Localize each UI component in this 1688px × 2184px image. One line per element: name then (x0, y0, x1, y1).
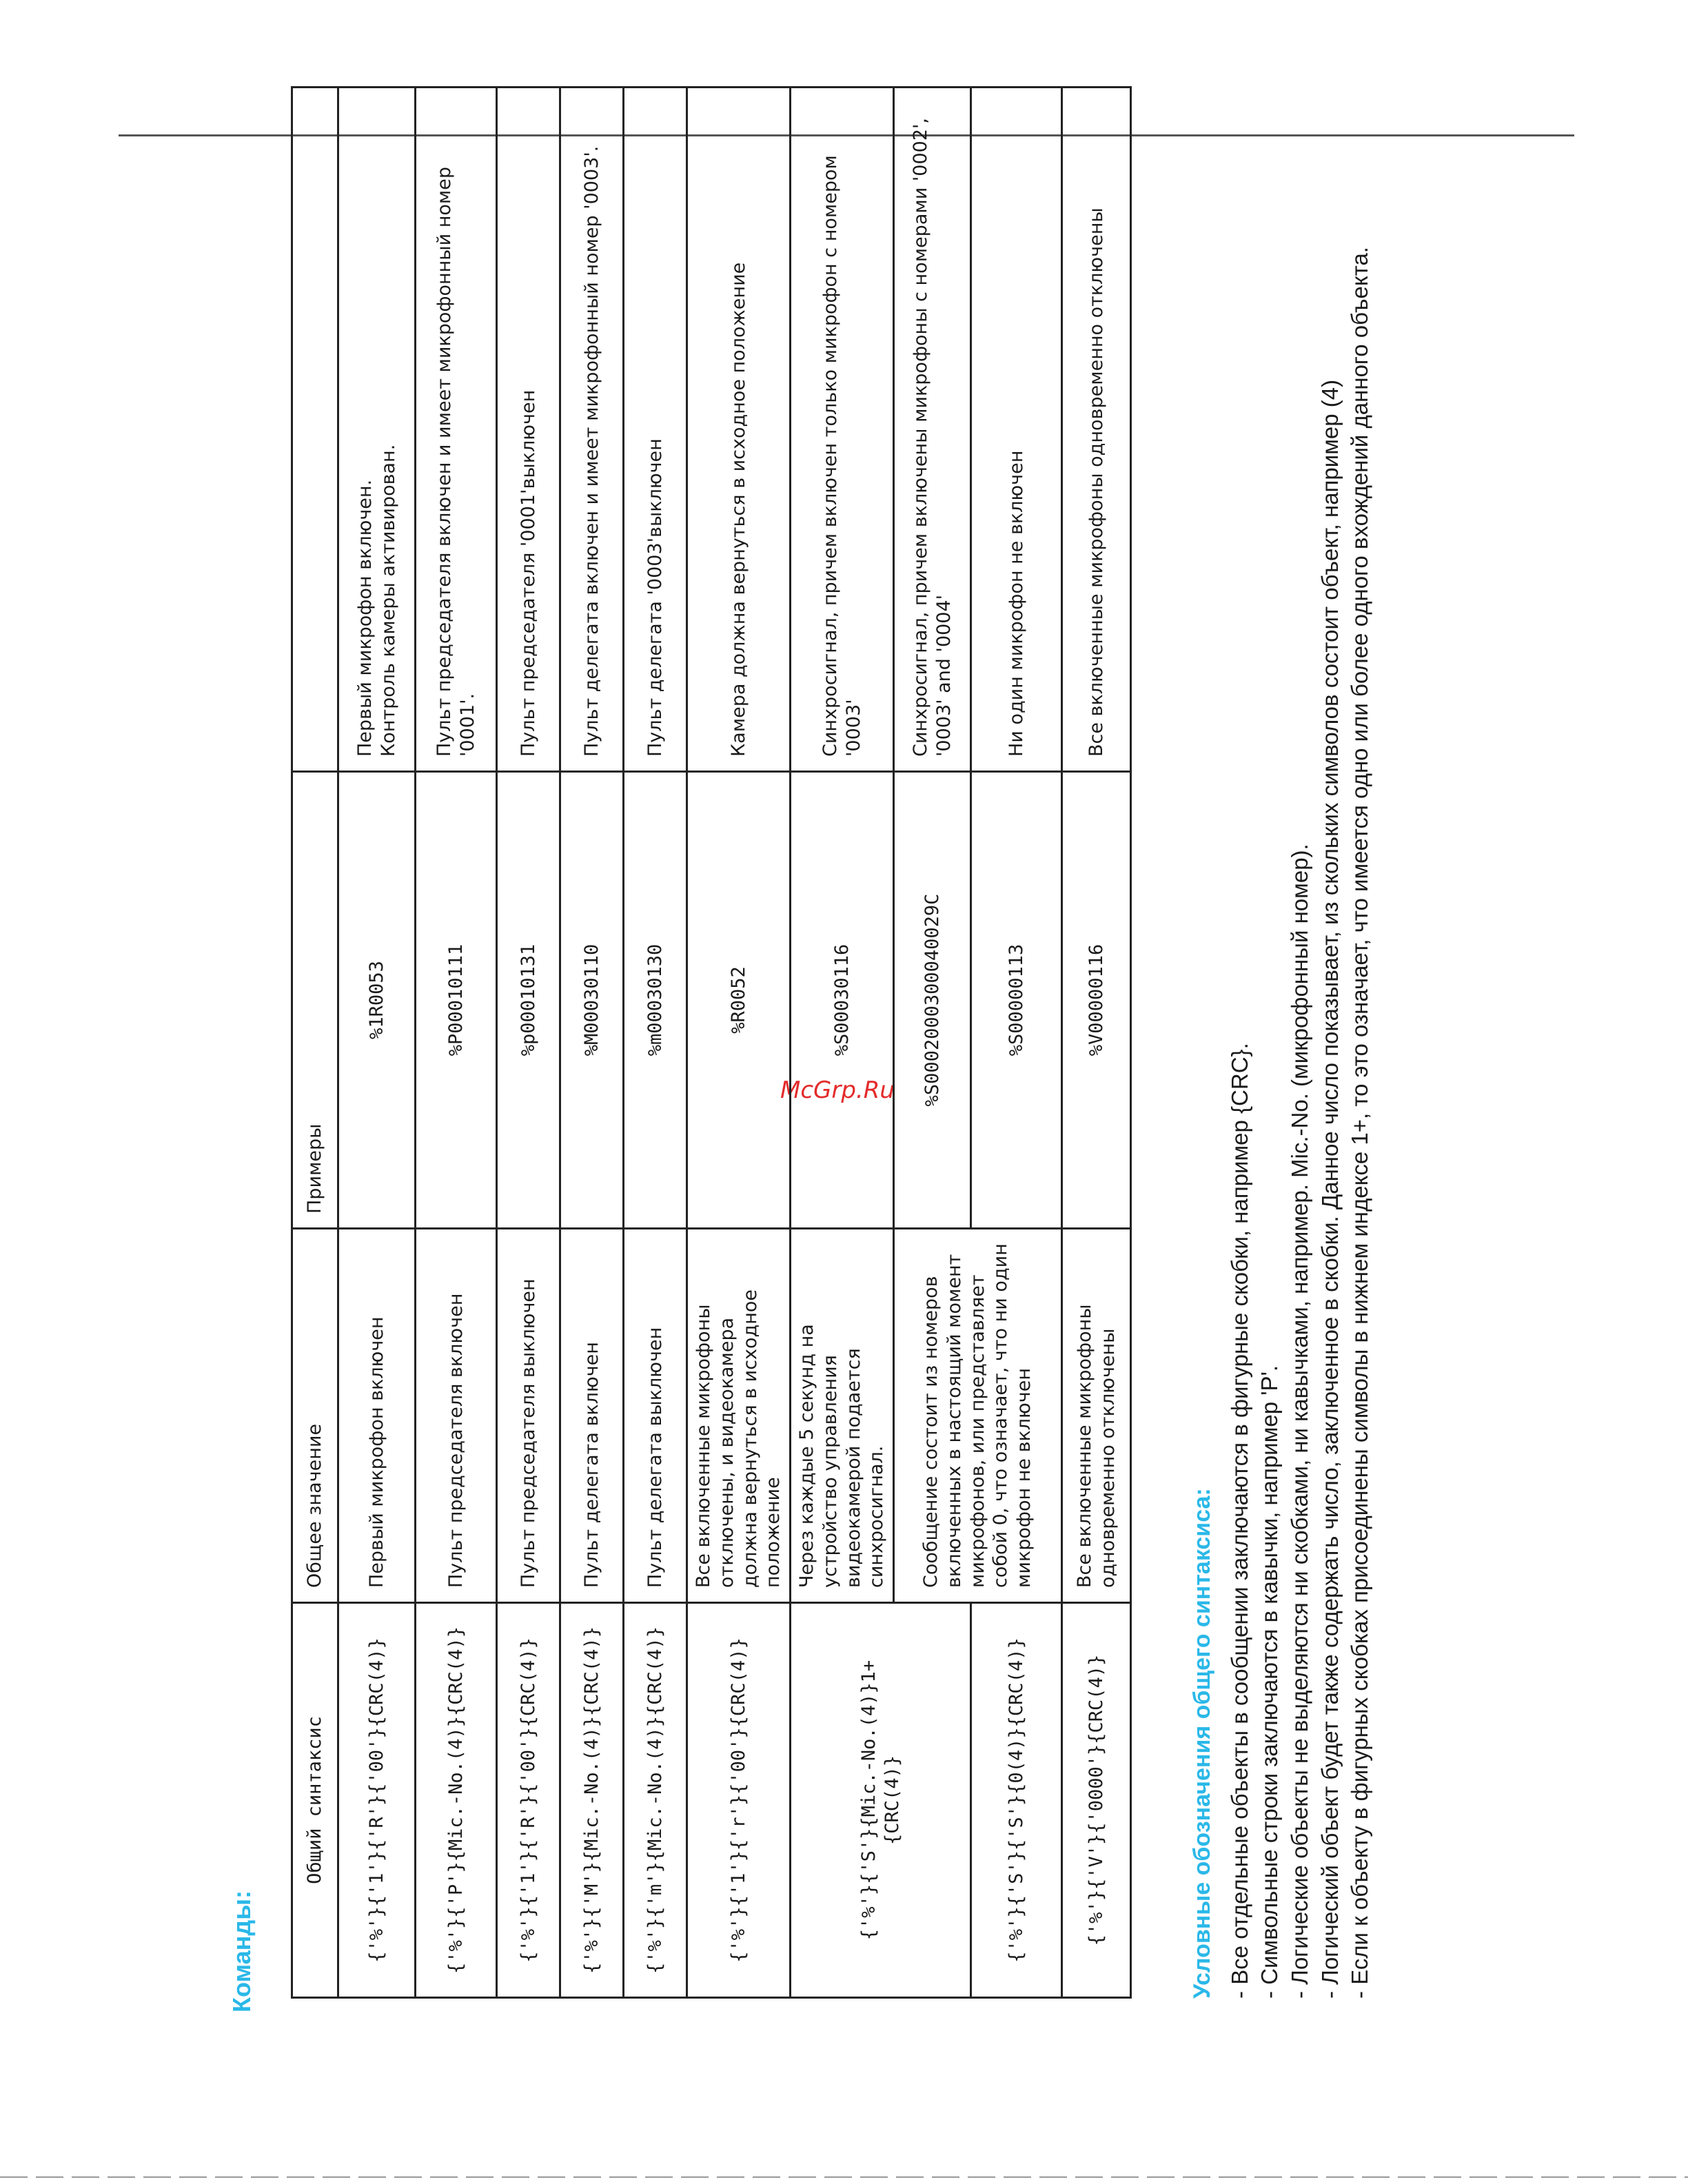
cell-syntax: {'%'}{'S'}{'S'}{0(4)}{CRC(4)} (971, 1603, 1062, 1998)
cell-syntax: {'%'}{'V'}{'0000'}{CRC(4)} (1062, 1603, 1131, 1998)
table-row (560, 88, 624, 1998)
table-row (497, 88, 560, 1998)
cell-example: %P00010111 (416, 772, 497, 1229)
cell-meaning: Первый микрофон включен (338, 1229, 416, 1603)
table-row (687, 88, 791, 1998)
cell-meaning: Все включенные микрофоны одновременно отключены (1062, 1229, 1131, 1603)
col-header-syntax: Общий синтаксис (292, 1603, 338, 1998)
table-row (1062, 88, 1131, 1998)
rotated-page (227, 83, 1434, 2012)
cell-explain: Ни один микрофон не включен (971, 88, 1062, 772)
cell-syntax: {'%'}{'1'}{'R'}{'00'}{CRC(4)} (338, 1603, 416, 1998)
cell-example: %R0052 (687, 772, 791, 1229)
note-item: - Символьные строки заключаются в кавычки, например 'P'. (1257, 1365, 1283, 1999)
note-item: - Логические объекты не выделяются ни скобками, ни кавычками, например. Mic.-No. (микрофонный номер). (1286, 844, 1312, 1999)
cell-meaning: Пульт председателя включен (416, 1229, 497, 1603)
note-item: - Все отдельные объекты в сообщении заключаются в фигурные скобки, например {CRC}. (1226, 1043, 1252, 1999)
col-header-meaning: Общее значение (292, 1229, 338, 1603)
note-item: - Логический объект будет также содержать число, заключенное в скобки. Данное число показывает, из скольких символов состоит объект, например (4) (1316, 379, 1343, 1999)
cell-example: %M00030110 (560, 772, 624, 1229)
cell-example: %V00000116 (1062, 772, 1131, 1229)
cell-explain: Пульт делегата включен и имеет микрофонный номер '0003'. (560, 88, 624, 772)
cell-example: %S0002000300040029C (894, 772, 971, 1229)
page-heading: Команды: (227, 1890, 256, 2012)
cell-meaning: Пульт делегата включен (560, 1229, 624, 1603)
col-header-examples: Примеры (292, 772, 338, 1229)
table-row (791, 88, 894, 1998)
cell-syntax: {'%'}{'m'}{Mic.-No.(4)}{CRC(4)} (624, 1603, 687, 1998)
cell-example: %p00010131 (497, 772, 560, 1229)
cell-explain: Пульт делегата '0003'выключен (624, 88, 687, 772)
cell-meaning: Через каждые 5 секунд на устройство управления видеокамерой подается синхросигнал. (791, 1229, 894, 1603)
cell-meaning: Пульт председателя выключен (497, 1229, 560, 1603)
table-row (416, 88, 497, 1998)
cell-example: %S00000113 (971, 772, 1062, 1229)
cell-example: %S00030116 (791, 772, 894, 1229)
table-row (338, 88, 416, 1998)
col-header-blank (292, 88, 338, 772)
cell-explain: Синхросигнал, причем включен только микрофон с номером '0003' (791, 88, 894, 772)
table-header-row (292, 88, 338, 1998)
commands-table (291, 86, 1132, 1999)
cell-explain: Все включенные микрофоны одновременно отключены (1062, 88, 1131, 772)
cell-syntax: {'%'}{'1'}{'R'}{'00'}{CRC(4)} (497, 1603, 560, 1998)
cell-explain: Пульт председателя '0001'выключен (497, 88, 560, 772)
syntax-notes (1187, 138, 1375, 1999)
cell-explain: Камера должна вернуться в исходное положение (687, 88, 791, 772)
note-item: - Если к объекту в фигурных скобках присоединены символы в нижнем индексе 1+, то это означает, что имеется одно или более одного вхождений данного объекта. (1347, 247, 1373, 1999)
cell-meaning: Все включенные микрофоны отключены, и видеокамера должна вернуться в исходное положение (687, 1229, 791, 1603)
table-row (971, 88, 1062, 1998)
cell-explain: Синхросигнал, причем включены микрофоны с номерами '0002', '0003' and '0004' (894, 88, 971, 772)
table-row (624, 88, 687, 1998)
cell-syntax: {'%'}{'1'}{'r'}{'00'}{CRC(4)} (687, 1603, 791, 1998)
cell-example: %1R0053 (338, 772, 416, 1229)
cell-explain: Первый микрофон включен. Контроль камеры активирован. (338, 88, 416, 772)
cell-example: %m00030130 (624, 772, 687, 1229)
cell-meaning: Сообщение состоит из номеров включенных в настоящий момент микрофонов, или представляет собой 0, что означает, что ни один микрофон не включен (894, 1229, 1062, 1603)
cell-meaning: Пульт делегата выключен (624, 1229, 687, 1603)
cell-syntax-sync: {'%'}{'S'}{Mic.-No.(4)}1+{CRC(4)} (791, 1603, 971, 1998)
cell-syntax: {'%'}{'P'}{Mic.-No.(4)}{CRC(4)} (416, 1603, 497, 1998)
notes-title: Условные обозначения общего синтаксиса: (1189, 1488, 1215, 1999)
bottom-rule (0, 2176, 1688, 2178)
cell-explain: Пульт председателя включен и имеет микрофонный номер '0001'. (416, 88, 497, 772)
cell-syntax: {'%'}{'M'}{Mic.-No.(4)}{CRC(4)} (560, 1603, 624, 1998)
watermark: McGrp.Ru (780, 1076, 895, 1104)
